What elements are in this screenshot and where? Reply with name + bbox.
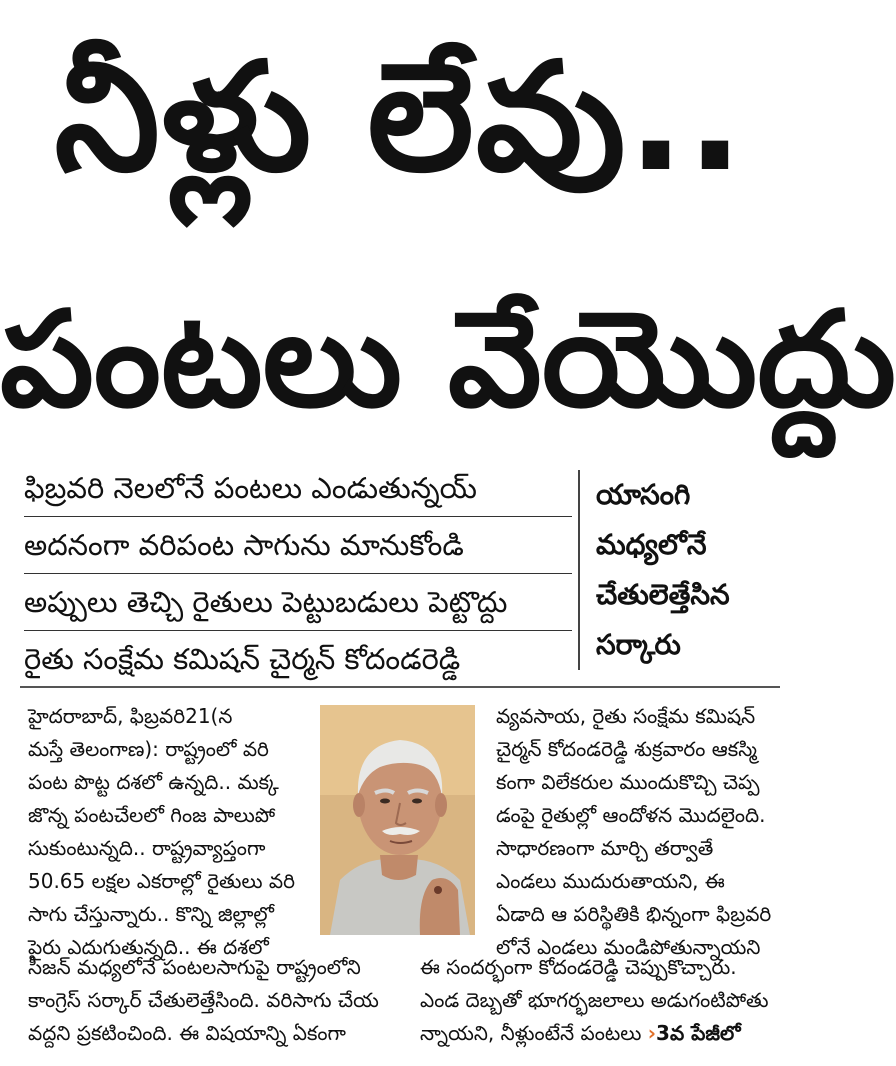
body-line-last — [420, 1017, 776, 1050]
body-line: వద్దని ప్రకటించింది. ఈ విషయాన్ని ఏకంగా — [28, 1021, 346, 1045]
side-highlight-line: సర్కారు — [596, 628, 681, 661]
body-line: చైర్మన్ కోదండరెడ్డి శుక్రవారం ఆకస్మి — [496, 737, 757, 761]
article-column-right-bottom — [420, 951, 776, 1050]
body-line: సీజన్ మధ్యలోనే పంటలసాగుపై రాష్ట్రంలోని — [28, 955, 361, 979]
chevron-right-icon: › — [647, 1021, 657, 1045]
body-line: జొన్న పంటచేలలో గింజ పాలుపో — [28, 803, 276, 827]
side-highlight-line: యాసంగి — [596, 478, 691, 511]
subheading: రైతు సంక్షేమ కమిషన్ చైర్మన్ కోదండరెడ్డి — [24, 642, 461, 676]
body-line: సాగు చేస్తున్నారు.. కొన్ని జిల్లాల్లో — [28, 902, 274, 926]
article-column-left-bottom — [28, 951, 473, 1050]
person-photo-illustration — [320, 705, 475, 935]
body-line: ఎండలు ముదురుతాయని, ఈ — [496, 869, 725, 893]
body-line: 50.65 లక్షల ఎకరాల్లో రైతులు వరి — [28, 869, 295, 893]
subheading: అదనంగా వరిపంట సాగును మానుకోండి — [24, 517, 572, 574]
body-line: లోనే ఎండలు మండిపోతున్నాయని — [496, 935, 761, 959]
headline-line-1: నీళ్లు లేవు.. — [54, 31, 746, 205]
body-line: పంట పొట్ట దశలో ఉన్నది.. మక్క — [28, 770, 279, 794]
article-column-left — [28, 700, 315, 964]
person-photo — [320, 705, 475, 935]
body-line: మస్తే తెలంగాణ): రాష్ట్రంలో వరి — [28, 737, 269, 761]
continued-link[interactable] — [648, 1021, 741, 1045]
side-highlight-line: మధ్యలోనే — [596, 528, 707, 561]
body-line: ఈ సందర్భంగా కోదండరెడ్డి చెప్పుకొచ్చారు. — [420, 955, 737, 979]
subheading: ఫిబ్రవరి నెలలోనే పంటలు ఎండుతున్నయ్ — [24, 460, 572, 517]
vertical-divider — [578, 470, 580, 670]
body-line: హైదరాబాద్, ఫిబ్రవరి21(న — [28, 704, 233, 728]
body-line: సుకుంటున్నది.. రాష్ట్రవ్యాప్తంగా — [28, 836, 266, 860]
subheadings — [24, 460, 572, 687]
body-line: ఏడాది ఆ పరిస్థితికి భిన్నంగా ఫిబ్రవరి — [496, 902, 772, 926]
article-column-right — [496, 700, 776, 964]
horizontal-divider — [20, 686, 780, 688]
subheading: అప్పులు తెచ్చి రైతులు పెట్టుబడులు పెట్టొద్దు — [24, 574, 572, 631]
body-line-text: న్నాయని, నీళ్లుంటేనే పంటలు — [420, 1021, 642, 1045]
side-highlight — [596, 470, 786, 670]
body-line: డంపై రైతుల్లో ఆందోళన మొదలైంది. — [496, 803, 766, 827]
body-line: కాంగ్రెస్ సర్కార్ చేతులెత్తేసింది. వరిసాగు చేయ — [28, 988, 379, 1012]
body-line: ఎండ దెబ్బతో భూగర్భజలాలు అడుగంటిపోతు — [420, 988, 769, 1012]
body-line: కంగా విలేకరుల ముందుకొచ్చి చెప్ప — [496, 770, 760, 794]
continued-label: 3వ పేజీలో — [656, 1021, 741, 1045]
side-highlight-line: చేతులెత్తేసిన — [596, 578, 730, 611]
body-line: పైరు ఎదుగుతున్నది.. ఈ దశలో — [28, 935, 269, 959]
body-line: సాధారణంగా మార్చి తర్వాతే — [496, 836, 714, 860]
body-line: వ్యవసాయ, రైతు సంక్షేమ కమిషన్ — [496, 704, 756, 728]
headline-line-2: పంటలు వేయొద్దు — [0, 283, 896, 437]
